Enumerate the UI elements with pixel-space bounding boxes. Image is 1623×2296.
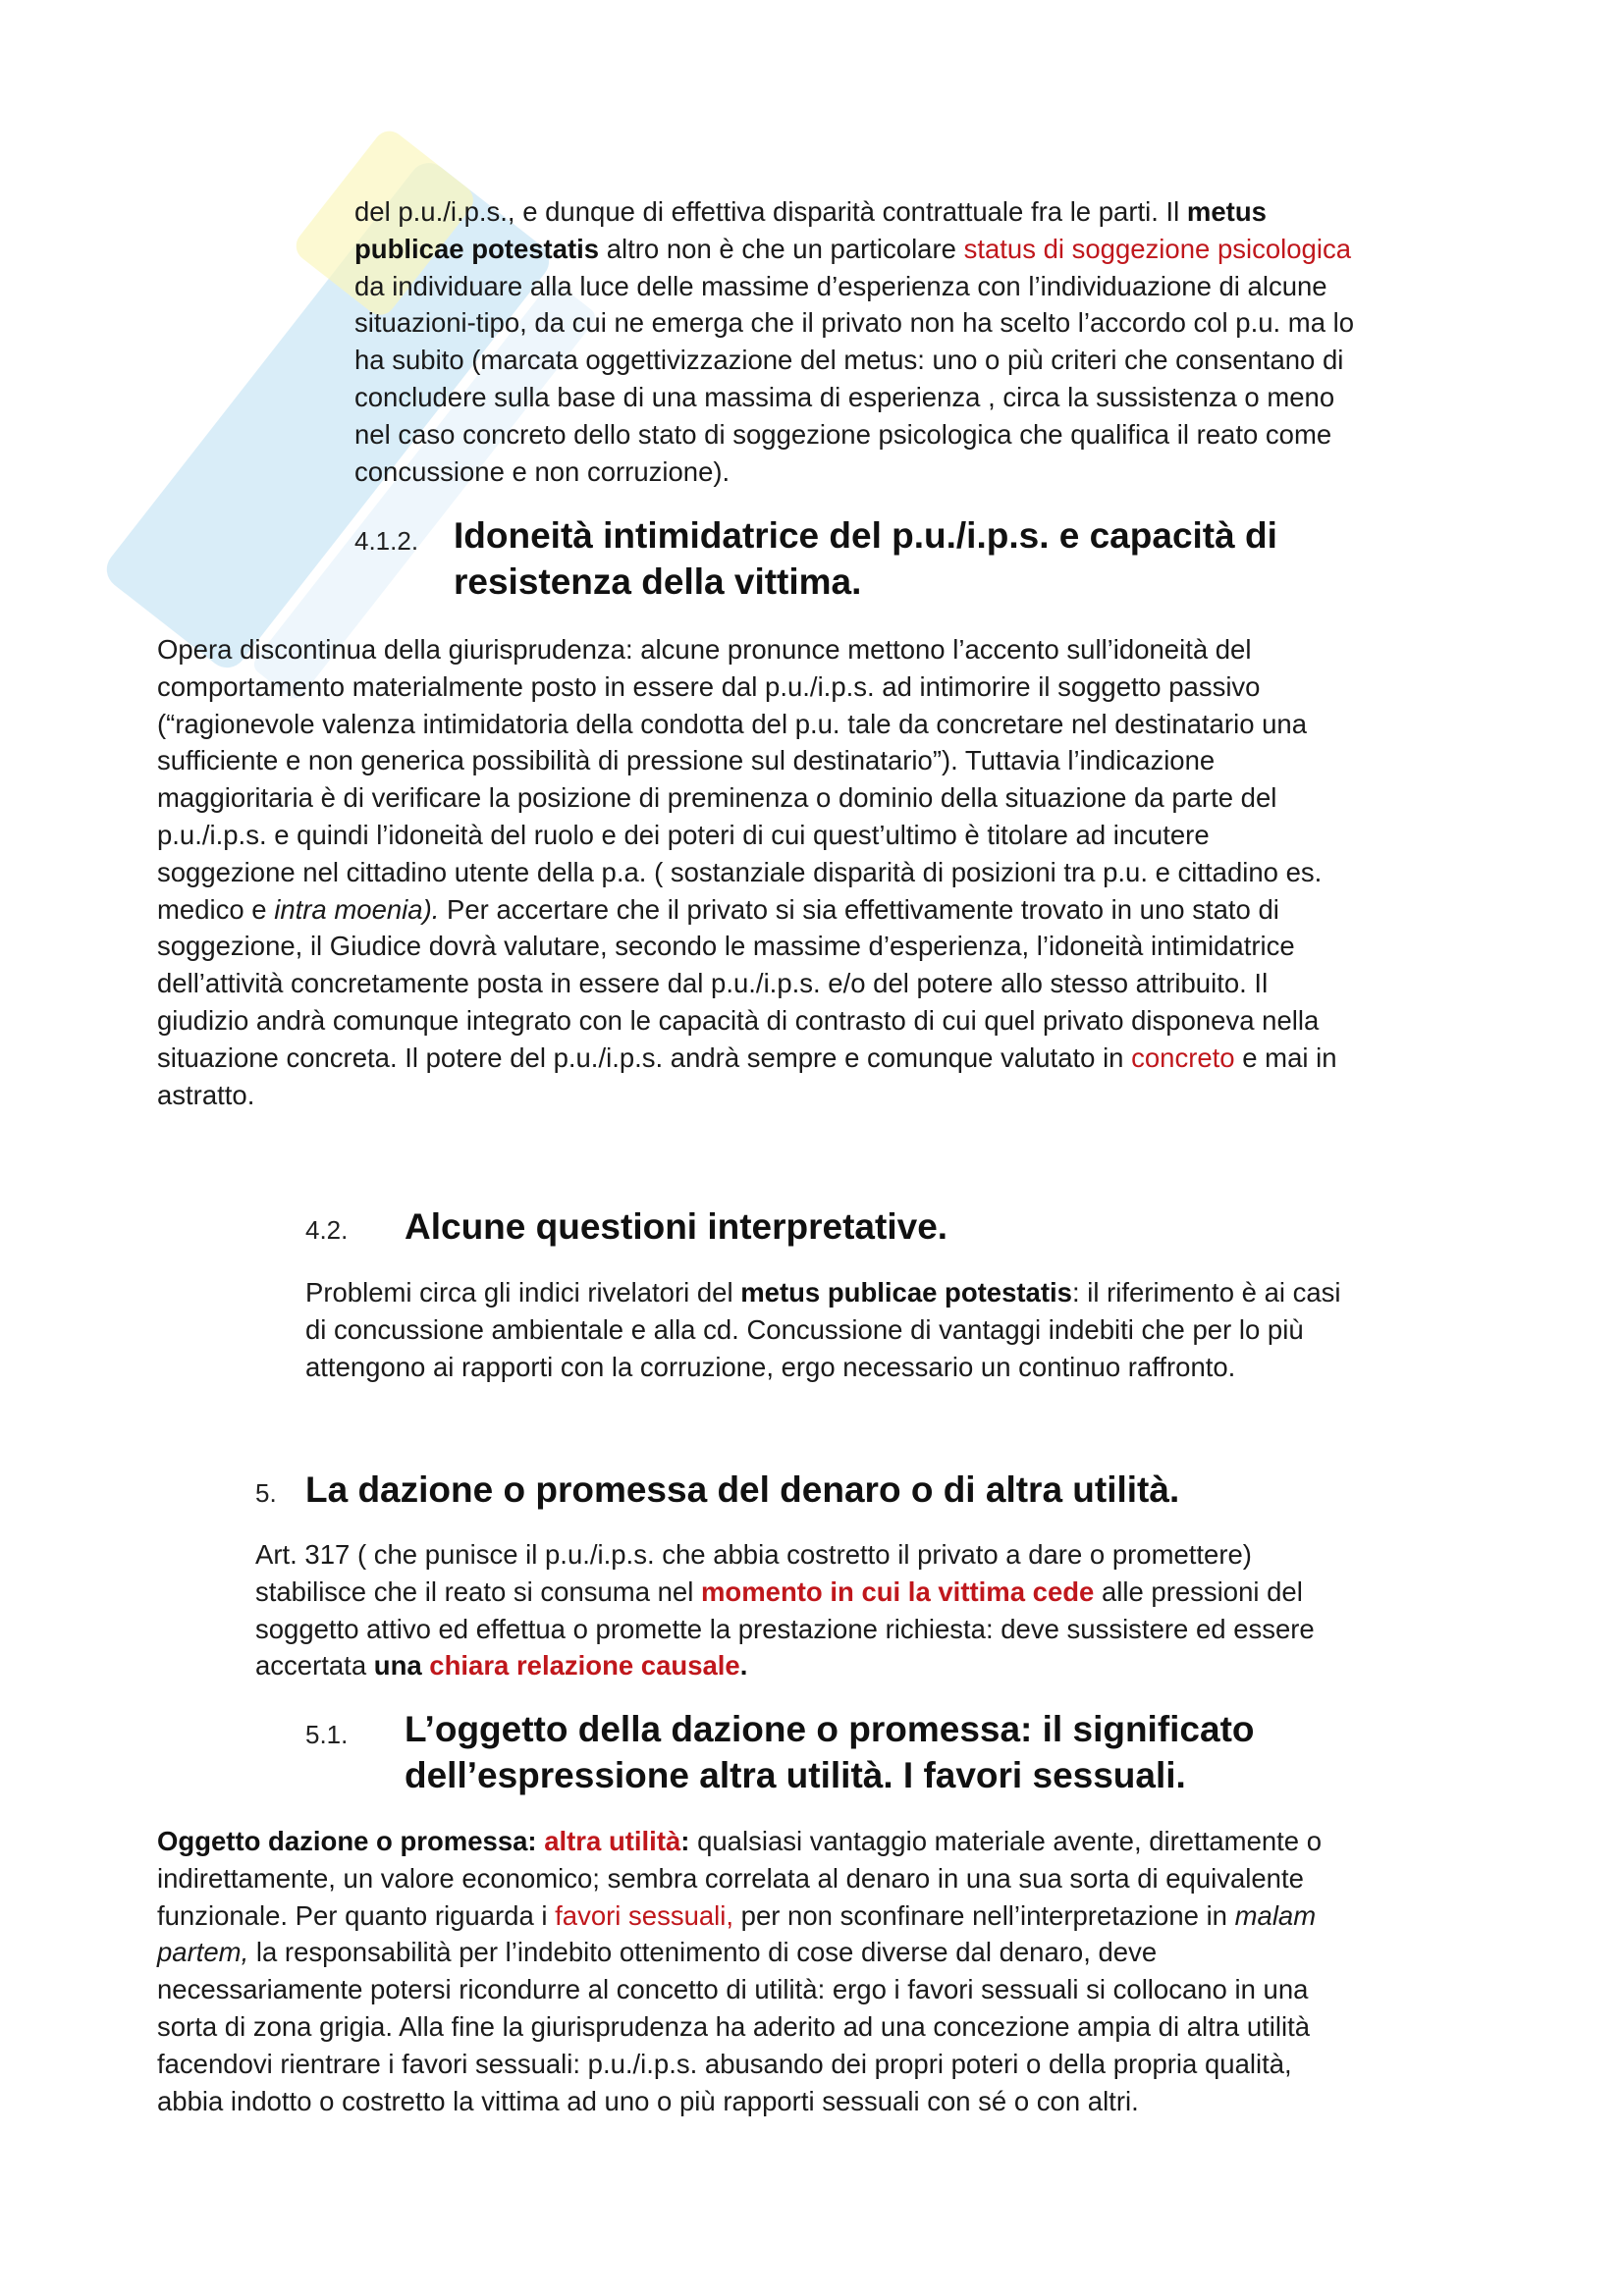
section-number-4-1-2: 4.1.2.	[354, 526, 419, 556]
paragraph-altra-utilita: Oggetto dazione o promessa: altra utilità: qualsiasi vantaggio materiale avente, direttamente o indirettamente, un valore economico; sembra correlata al denaro in una sua sorta di equivalente funzionale. Per quanto riguarda i favori sessuali, per non sconfinare nell’interpretazione in malam partem, la responsabilità per l’indebito ottenimento di cose diverse dal denaro, deve necessariamente potersi ricondurre al concetto di utilità: ergo i favori sessuali si collocano in una sorta di zona grigia. Alla fine la giurisprudenza ha aderito ad una concezione ampia di altra utilità facendovi rientrare i favori sessuali: p.u./i.p.s. abusando dei propri poteri o della propria qualità, abbia indotto o costretto la vittima ad uno o più rapporti sessuali con sé o con altri.	[157, 1826, 1323, 2116]
section-number-4-2: 4.2.	[305, 1215, 349, 1245]
section-number-5-1: 5.1.	[305, 1720, 349, 1749]
heading-oggetto-dazione: L’oggetto della dazione o promessa: il significato dell’espressione altra utilità. I favori sessuali.	[405, 1709, 1255, 1795]
paragraph-indici-rivelatori: Problemi circa gli indici rivelatori del metus publicae potestatis: il riferimento è ai casi di concussione ambientale e alla cd. Concussione di vantaggi indebiti che per lo più attengono ai rapporti con la corruzione, ergo necessario un continuo raffronto.	[305, 1277, 1341, 1382]
paragraph-giurisprudenza: Opera discontinua della giurisprudenza: alcune pronunce mettono l’accento sull’idoneità del comportamento materialmente posto in essere dal p.u./i.p.s. ad intimorire il soggetto passivo (“ragionevole valenza intimidatoria della condotta del p.u. tale da concretare nel destinatario una sufficiente e non generica possibilità di pressione sul destinatario”). Tuttavia l’indicazione maggioritaria è di verificare la posizione di preminenza o dominio della situazione da parte del p.u./i.p.s. e quindi l’idoneità del ruolo e dei poteri di cui quest’ultimo è titolare ad incutere soggezione nel cittadino utente della p.a. ( sostanziale disparità di posizioni tra p.u. e cittadino es. medico e intra moenia). Per accertare che il privato si sia effettivamente trovato in uno stato di soggezione, il Giudice dovrà valutare, secondo le massime d’esperienza, l’idoneità intimidatrice dell’attività concretamente posta in essere dal p.u./i.p.s. e/o del potere allo stesso attribuito. Il giudizio andrà comunque integrato con le capacità di contrasto di cui quel privato disponeva nella situazione concreta. Il potere del p.u./i.p.s. andrà sempre e comunque valutato in concreto e mai in astratto.	[157, 634, 1337, 1110]
paragraph-art-317: Art. 317 ( che punisce il p.u./i.p.s. che abbia costretto il privato a dare o promettere) stabilisce che il reato si consuma nel momento in cui la vittima cede alle pressioni del soggetto attivo ed effettua o promette la prestazione richiesta: deve sussistere ed essere accertata una chiara relazione causale.	[255, 1539, 1315, 1682]
paragraph-metus: del p.u./i.p.s., e dunque di effettiva disparità contrattuale fra le parti. Il metus publicae potestatis altro non è che un particolare status di soggezione psicologica da individuare alla luce delle massime d’esperienza con l’individuazione di alcune situazioni-tipo, da cui ne emerga che il privato non ha scelto l’accordo col p.u. ma lo ha subito (marcata oggettivizzazione del metus: uno o più criteri che consentano di concludere sulla base di una massima di esperienza , circa la sussistenza o meno nel caso concreto dello stato di soggezione psicologica che qualifica il reato come concussione e non corruzione).	[354, 196, 1355, 487]
heading-questioni-interpretative: Alcune questioni interpretative.	[405, 1206, 948, 1247]
heading-idoneita-intimidatrice: Idoneità intimidatrice del p.u./i.p.s. e capacità di resistenza della vittima.	[454, 515, 1277, 602]
heading-dazione-promessa: La dazione o promessa del denaro o di altra utilità.	[305, 1469, 1180, 1510]
section-number-5: 5.	[255, 1478, 277, 1508]
